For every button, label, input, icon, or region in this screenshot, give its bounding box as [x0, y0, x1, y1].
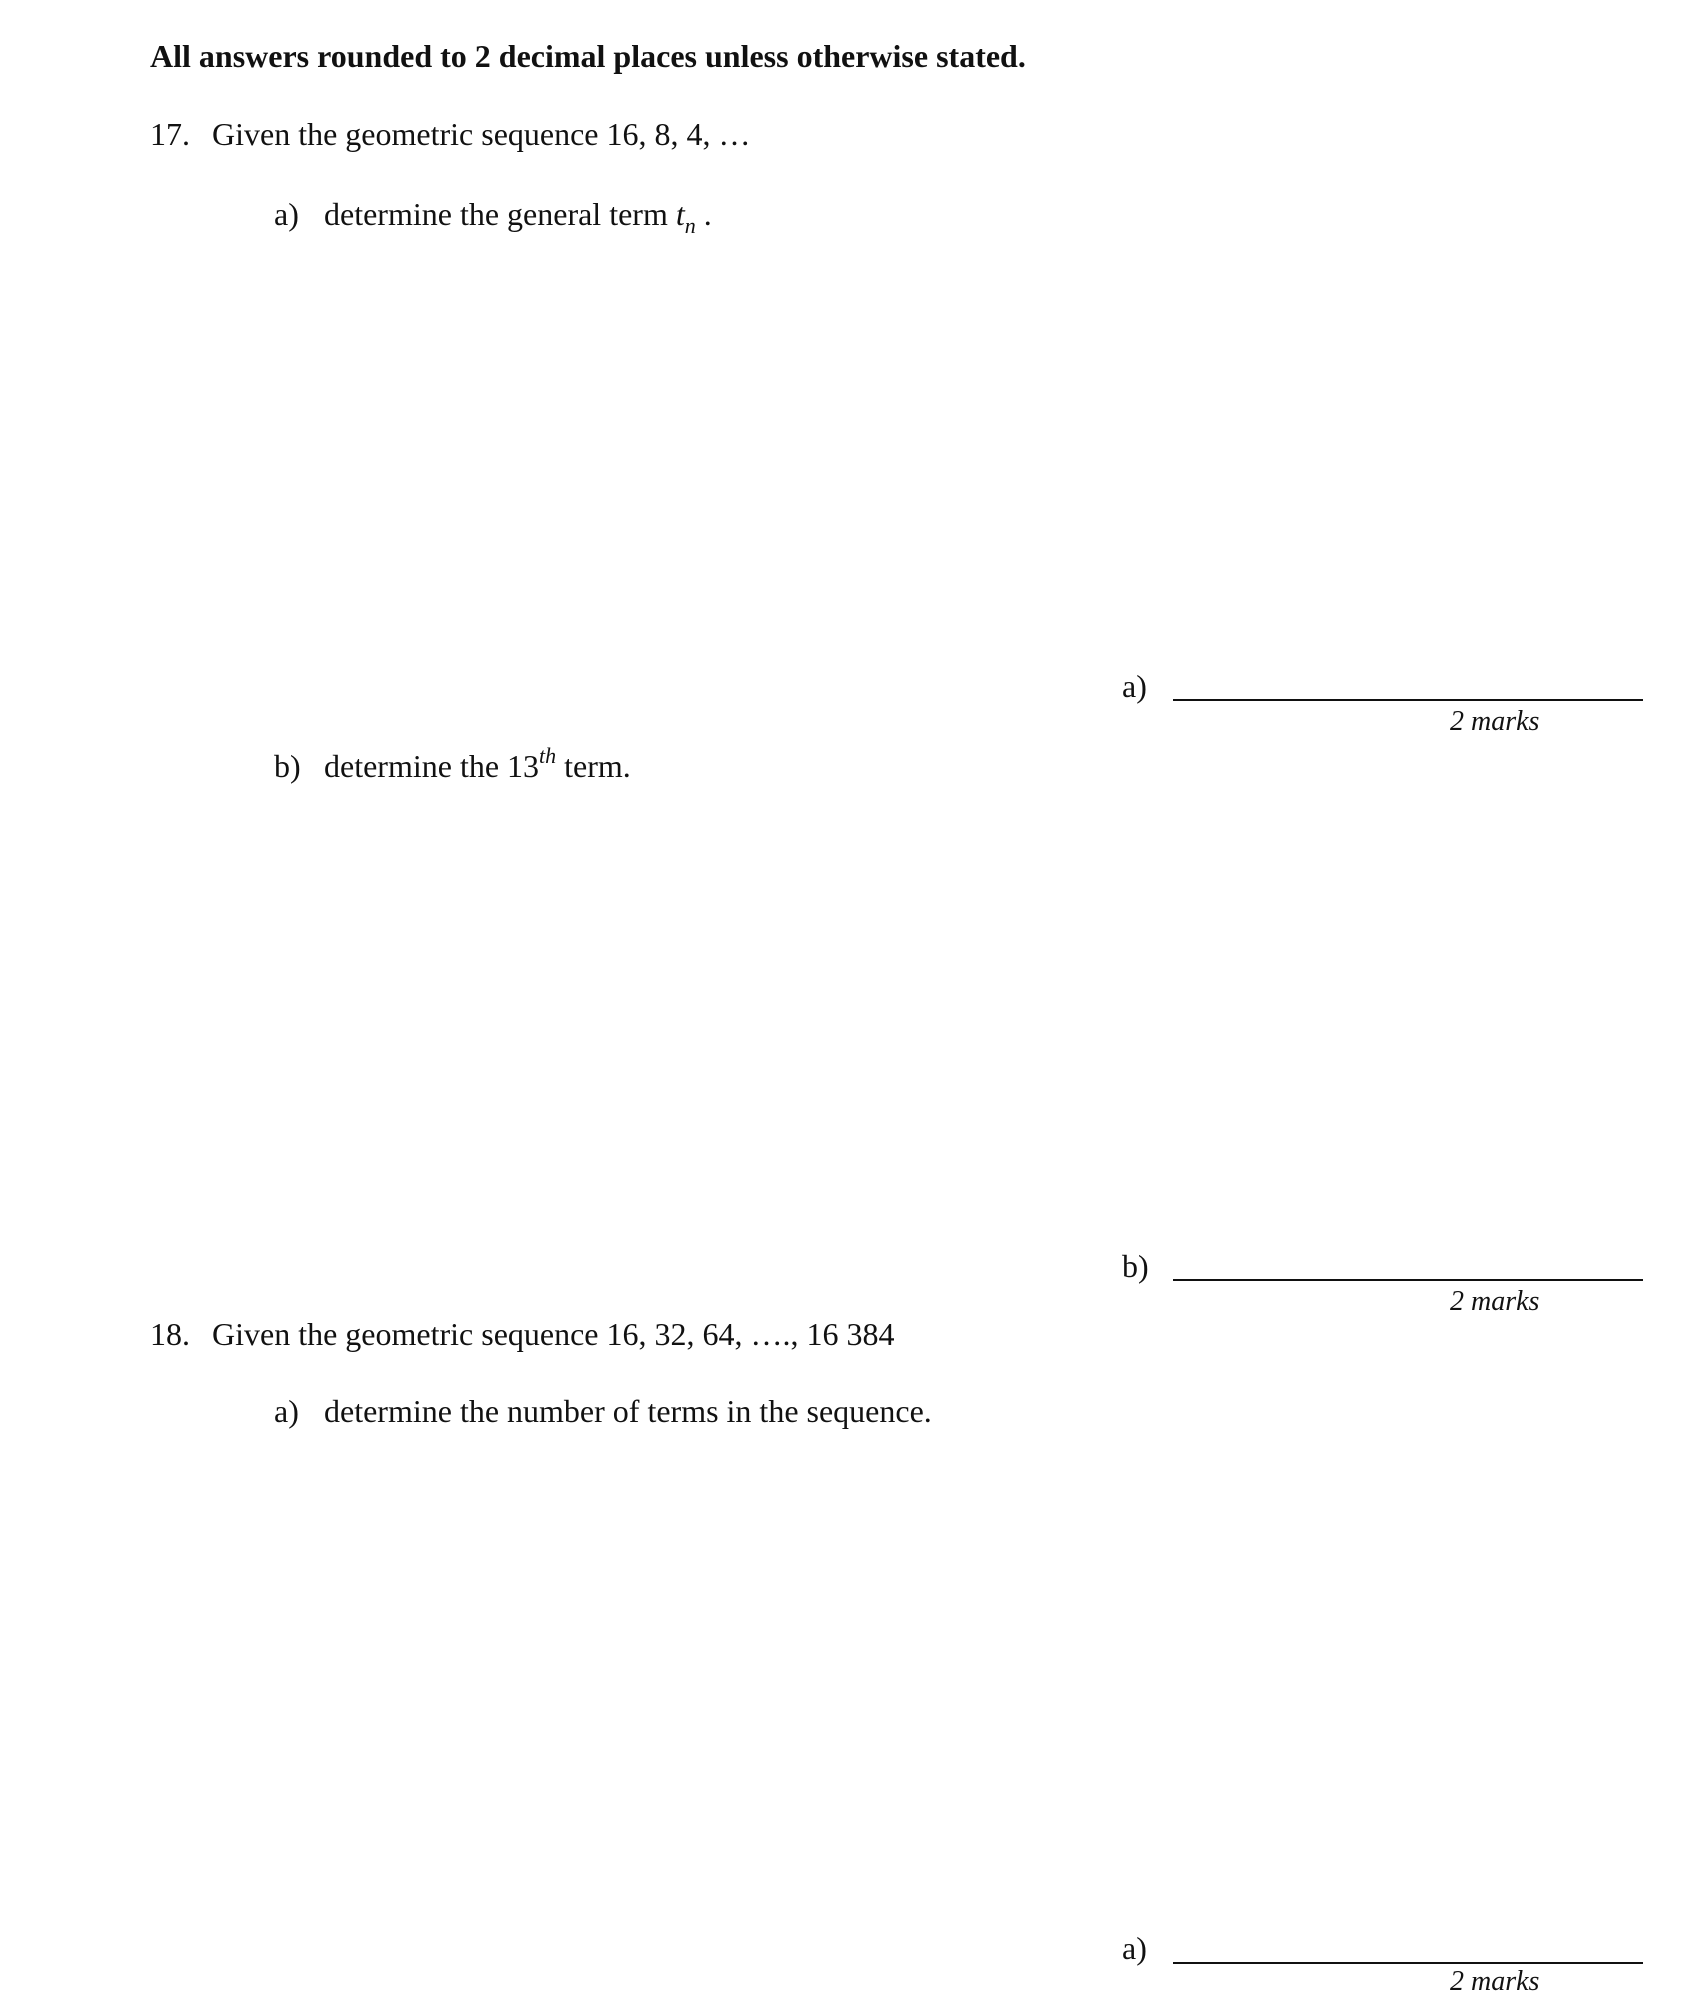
answer-18a-line[interactable] — [1173, 1962, 1643, 1964]
question-17-number: 17. — [150, 116, 190, 152]
question-18a-text: determine the number of terms in the sequence. — [324, 1393, 932, 1429]
question-17a-suffix: . — [695, 196, 712, 232]
question-17b-text — [324, 743, 631, 785]
answer-17a-marks: 2 marks — [1450, 706, 1540, 737]
general-term-subscript: n — [684, 213, 696, 238]
answer-18a-label: a) — [1122, 1930, 1147, 1966]
question-17b-prompt: determine the 13 — [324, 748, 540, 784]
question-18-prompt: Given the geometric sequence 16, 32, 64, …., 16 384 — [212, 1316, 895, 1352]
answer-17b-line[interactable] — [1173, 1279, 1643, 1281]
general-term-variable: t — [675, 196, 685, 232]
question-18a-label: a) — [274, 1393, 299, 1429]
question-17-prompt: Given the geometric sequence 16, 8, 4, … — [212, 116, 751, 152]
question-17a-prompt: determine the general term — [324, 196, 676, 232]
answer-18a-marks: 2 marks — [1450, 1966, 1540, 1997]
question-17a-text — [324, 196, 712, 238]
answer-17a-label: a) — [1122, 668, 1147, 704]
answer-17b-label: b) — [1122, 1248, 1149, 1284]
question-17b-suffix: term. — [556, 748, 631, 784]
ordinal-superscript: th — [539, 743, 557, 768]
answer-17a-line[interactable] — [1173, 699, 1643, 701]
question-18-number: 18. — [150, 1316, 190, 1352]
instructions-heading: All answers rounded to 2 decimal places unless otherwise stated. — [150, 38, 1026, 74]
question-17b-label: b) — [274, 748, 301, 784]
question-17a-label: a) — [274, 196, 299, 232]
answer-17b-marks: 2 marks — [1450, 1286, 1540, 1317]
